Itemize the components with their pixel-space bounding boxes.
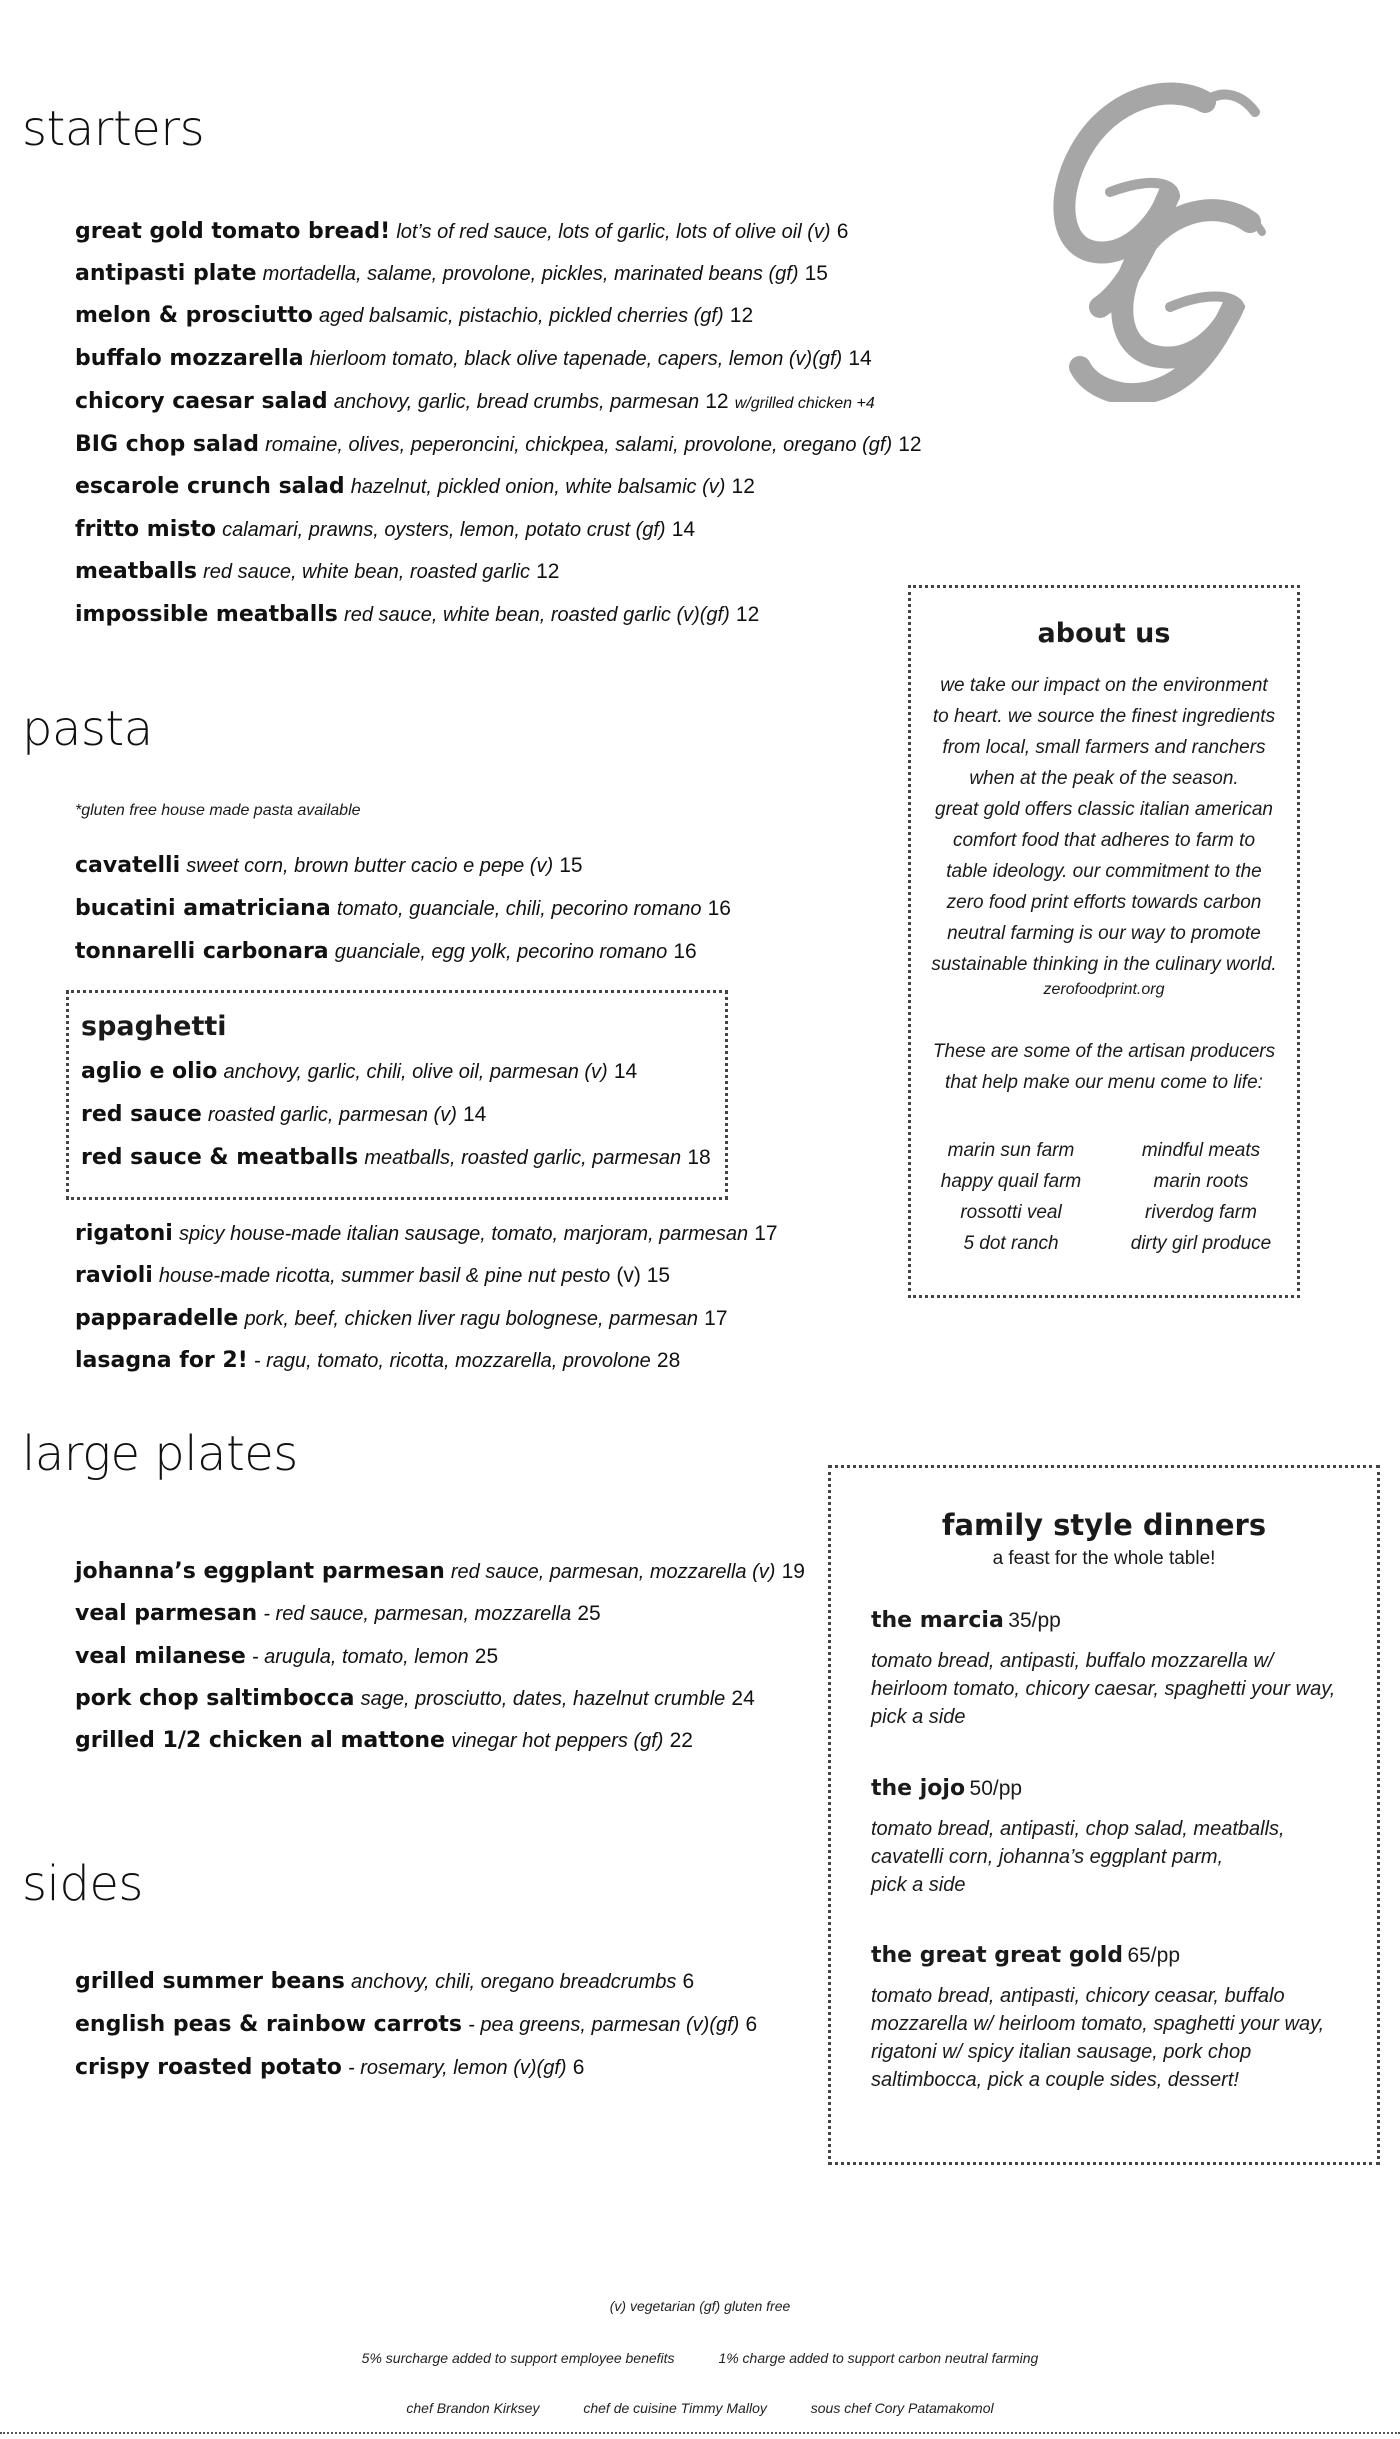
diet-legend: (v) vegetarian (gf) gluten free — [609, 2298, 791, 2314]
menu-item: melon & prosciutto aged balsamic, pistachio, pickled cherries (gf) 12 — [75, 303, 754, 328]
menu-item: buffalo mozzarella hierloom tomato, black olive tapenade, capers, lemon (v)(gf) 14 — [75, 346, 872, 371]
carbon-charge-note: 1% charge added to support carbon neutral farming — [718, 2350, 1039, 2366]
menu-item: antipasti plate mortadella, salame, provolone, pickles, marinated beans (gf) 15 — [75, 261, 828, 286]
dinner-description: tomato bread, antipasti, buffalo mozzarella w/ heirloom tomato, chicory caesar, spaghetti your way, pick a side — [871, 1650, 1336, 1728]
menu-item: grilled summer beans anchovy, chili, oregano breadcrumbs 6 — [75, 1969, 695, 1994]
family-dinner: the great great gold 65/pp tomato bread, antipasti, chicory ceasar, buffalo mozzarella w/ heirloom tomato, spaghetti your way, rigatoni w/ spicy italian sausage, pork chop saltimbocca, pick a couple sides, dessert! — [871, 1943, 1347, 2094]
gg-monogram-logo — [1000, 72, 1280, 402]
producer: marin sun farm — [947, 1140, 1075, 1161]
spaghetti-heading: spaghetti — [81, 1011, 227, 1042]
about-us-paragraph: we take our impact on the environment to heart. we source the finest ingredients from local, small farmers and ranchers when at the peak of the season. great gold offers classic italian american comfort food that adheres to farm to table ideology. our commitment to the zero food print efforts towards carbon neutral farming is our way to promote sustainable thinking in the culinary world. — [931, 675, 1277, 975]
menu-item: rigatoni spicy house-made italian sausage, tomato, marjoram, parmesan 17 — [75, 1221, 778, 1246]
producer: rossotti veal — [960, 1202, 1062, 1223]
menu-item: lasagna for 2! - ragu, tomato, ricotta, mozzarella, provolone 28 — [75, 1348, 681, 1373]
menu-item: great gold tomato bread! lot’s of red sauce, lots of garlic, lots of olive oil (v) 6 — [75, 219, 849, 244]
family-style-box — [828, 1465, 1380, 2165]
menu-item: english peas & rainbow carrots - pea greens, parmesan (v)(gf) 6 — [75, 2012, 758, 2037]
menu-item: crispy roasted potato - rosemary, lemon (v)(gf) 6 — [75, 2055, 585, 2080]
menu-item: BIG chop salad romaine, olives, peperoncini, chickpea, salami, provolone, oregano (gf) 12 — [75, 432, 922, 457]
menu-item: tonnarelli carbonara guanciale, egg yolk, pecorino romano 16 — [75, 939, 697, 964]
pasta-heading: pasta — [22, 701, 153, 757]
bottom-divider — [0, 2432, 1400, 2434]
family-style-subtitle: a feast for the whole table! — [992, 1548, 1216, 1569]
family-style-heading: family style dinners — [941, 1508, 1267, 1542]
spaghetti-box — [66, 990, 728, 1200]
sous-chef-credit: sous chef Cory Patamakomol — [810, 2400, 994, 2416]
menu-item: grilled 1/2 chicken al mattone vinegar hot peppers (gf) 22 — [75, 1728, 693, 1753]
dinner-description: tomato bread, antipasti, chop salad, meatballs, cavatelli corn, johanna’s eggplant parm, pick a side — [871, 1818, 1285, 1896]
producer: 5 dot ranch — [963, 1233, 1059, 1254]
gluten-free-note: *gluten free house made pasta available — [75, 802, 361, 819]
chef-credit: chef Brandon Kirksey — [406, 2400, 540, 2416]
menu-item: fritto misto calamari, prawns, oysters, lemon, potato crust (gf) 14 — [75, 517, 696, 542]
menu-item: impossible meatballs red sauce, white bean, roasted garlic (v)(gf) 12 — [75, 602, 760, 627]
menu-item: red sauce & meatballs meatballs, roasted garlic, parmesan 18 — [81, 1145, 711, 1170]
large-plates-heading: large plates — [22, 1426, 298, 1482]
menu-item: meatballs red sauce, white bean, roasted garlic 12 — [75, 559, 560, 584]
producer: mindful meats — [1141, 1140, 1261, 1161]
producer: dirty girl produce — [1130, 1233, 1272, 1254]
producer: riverdog farm — [1145, 1202, 1257, 1223]
producer: marin roots — [1153, 1171, 1249, 1192]
producers-intro: These are some of the artisan producers that help make our menu come to life: — [932, 1041, 1276, 1093]
chef-de-cuisine-credit: chef de cuisine Timmy Malloy — [583, 2400, 767, 2416]
surcharge-notes — [0, 2350, 1400, 2366]
employee-surcharge-note: 5% surcharge added to support employee benefits — [361, 2350, 675, 2366]
producers-list-left — [921, 1135, 1101, 1259]
starters-heading: starters — [22, 101, 205, 157]
producers-list-right — [1111, 1135, 1291, 1259]
about-us-heading: about us — [1037, 618, 1171, 649]
menu-item: pork chop saltimbocca sage, prosciutto, dates, hazelnut crumble 24 — [75, 1686, 755, 1711]
about-us-box — [908, 585, 1300, 1298]
family-dinner: the marcia 35/pp tomato bread, antipasti, buffalo mozzarella w/ heirloom tomato, chicory caesar, spaghetti your way, pick a side — [871, 1608, 1347, 1731]
chef-credits — [0, 2400, 1400, 2416]
zerofoodprint-site: zerofoodprint.org — [1043, 981, 1165, 998]
menu-item: bucatini amatriciana tomato, guanciale, chili, pecorino romano 16 — [75, 896, 731, 921]
menu-item: papparadelle pork, beef, chicken liver ragu bolognese, parmesan 17 — [75, 1306, 728, 1331]
menu-item: veal milanese - arugula, tomato, lemon 25 — [75, 1644, 499, 1669]
menu-item: cavatelli sweet corn, brown butter cacio e pepe (v) 15 — [75, 853, 583, 878]
menu-item: chicory caesar salad anchovy, garlic, bread crumbs, parmesan 12 w/grilled chicken +4 — [75, 389, 875, 414]
menu-item: veal parmesan - red sauce, parmesan, mozzarella 25 — [75, 1601, 601, 1626]
family-dinner: the jojo 50/pp tomato bread, antipasti, chop salad, meatballs, cavatelli corn, johanna’s eggplant parm, pick a side — [871, 1776, 1347, 1899]
menu-item: aglio e olio anchovy, garlic, chili, olive oil, parmesan (v) 14 — [81, 1059, 638, 1084]
dinner-description: tomato bread, antipasti, chicory ceasar, buffalo mozzarella w/ heirloom tomato, spaghetti your way, rigatoni w/ spicy italian sausage, pork chop saltimbocca, pick a couple sides, dessert! — [871, 1985, 1325, 2091]
menu-item: johanna’s eggplant parmesan red sauce, parmesan, mozzarella (v) 19 — [75, 1559, 805, 1584]
menu-item: escarole crunch salad hazelnut, pickled onion, white balsamic (v) 12 — [75, 474, 755, 499]
menu-item: ravioli house-made ricotta, summer basil & pine nut pesto (v) 15 — [75, 1263, 671, 1288]
sides-heading: sides — [22, 1856, 143, 1912]
producer: happy quail farm — [940, 1171, 1082, 1192]
menu-item: red sauce roasted garlic, parmesan (v) 14 — [81, 1102, 487, 1127]
